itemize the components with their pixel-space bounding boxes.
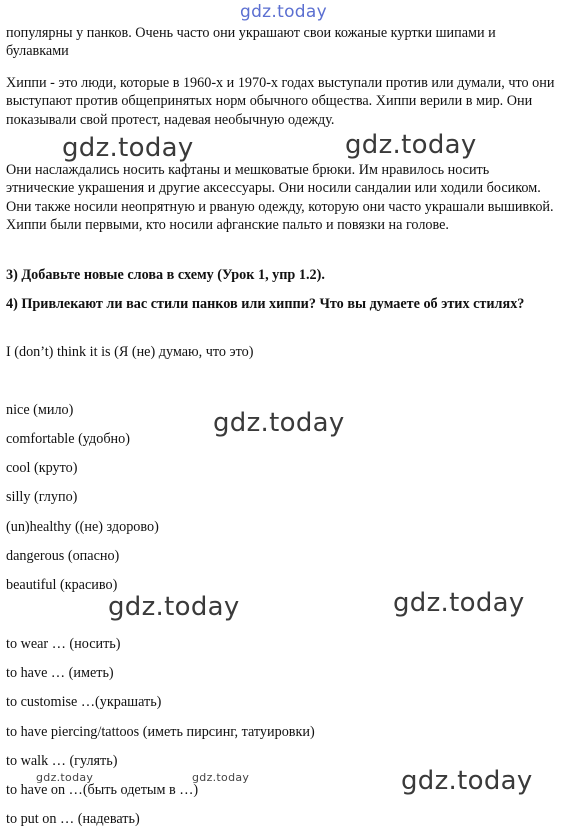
list-item: to put on … (надевать) [6, 811, 140, 827]
watermark-small: gdz.today [36, 771, 94, 784]
watermark-small: gdz.today [192, 771, 250, 784]
list-item: nice (мило) [6, 402, 74, 418]
watermark: gdz.today [108, 592, 240, 622]
list-item: dangerous (опасно) [6, 548, 120, 564]
paragraph-hippies-intro: Хиппи - это люди, которые в 1960-х и 1970-х годах выступали против или думали, что они выступают против общепринятых норм обычного общества. Хиппи верили в мир. Они показывали свой протест, надевая необычную одежду. [6, 75, 555, 128]
list-item: to walk … (гулять) [6, 753, 118, 769]
list-item: cool (круто) [6, 460, 78, 476]
paragraph-hippies-clothes: Они наслаждались носить кафтаны и мешковатые брюки. Им нравилось носить этнические украшения и другие аксессуары. Они носили сандалии или ходили босиком. Они также носили неопрятную и рваную одежду, которую они часто украшали вышивкой. Хиппи были первыми, кто носили афганские пальто и повязки на голове. [6, 162, 554, 233]
watermark: gdz.today [62, 133, 194, 163]
think-phrase: I (don’t) think it is (Я (не) думаю, что это) [6, 344, 254, 360]
task-4-heading: 4) Привлекают ли вас стили панков или хиппи? Что вы думаете об этих стилях? [6, 296, 525, 312]
list-item: comfortable (удобно) [6, 431, 130, 447]
watermark: gdz.today [213, 408, 345, 438]
list-item: to have … (иметь) [6, 665, 114, 681]
list-item: to wear … (носить) [6, 636, 121, 652]
list-item: to have piercing/tattoos (иметь пирсинг, татуировки) [6, 724, 315, 740]
watermark-top: gdz.today [240, 2, 327, 22]
watermark: gdz.today [345, 130, 477, 160]
list-item: to have on …(быть одетым в …) [6, 782, 199, 798]
task-3-heading: 3) Добавьте новые слова в схему (Урок 1, упр 1.2). [6, 267, 325, 283]
list-item: silly (глупо) [6, 489, 78, 505]
watermark: gdz.today [401, 766, 533, 796]
list-item: beautiful (красиво) [6, 577, 118, 593]
list-item: to customise …(украшать) [6, 694, 162, 710]
list-item: (un)healthy ((не) здорово) [6, 519, 159, 535]
paragraph-punks-end: популярны у панков. Очень часто они украшают свои кожаные куртки шипами и булавками [6, 25, 496, 60]
watermark: gdz.today [393, 588, 525, 618]
